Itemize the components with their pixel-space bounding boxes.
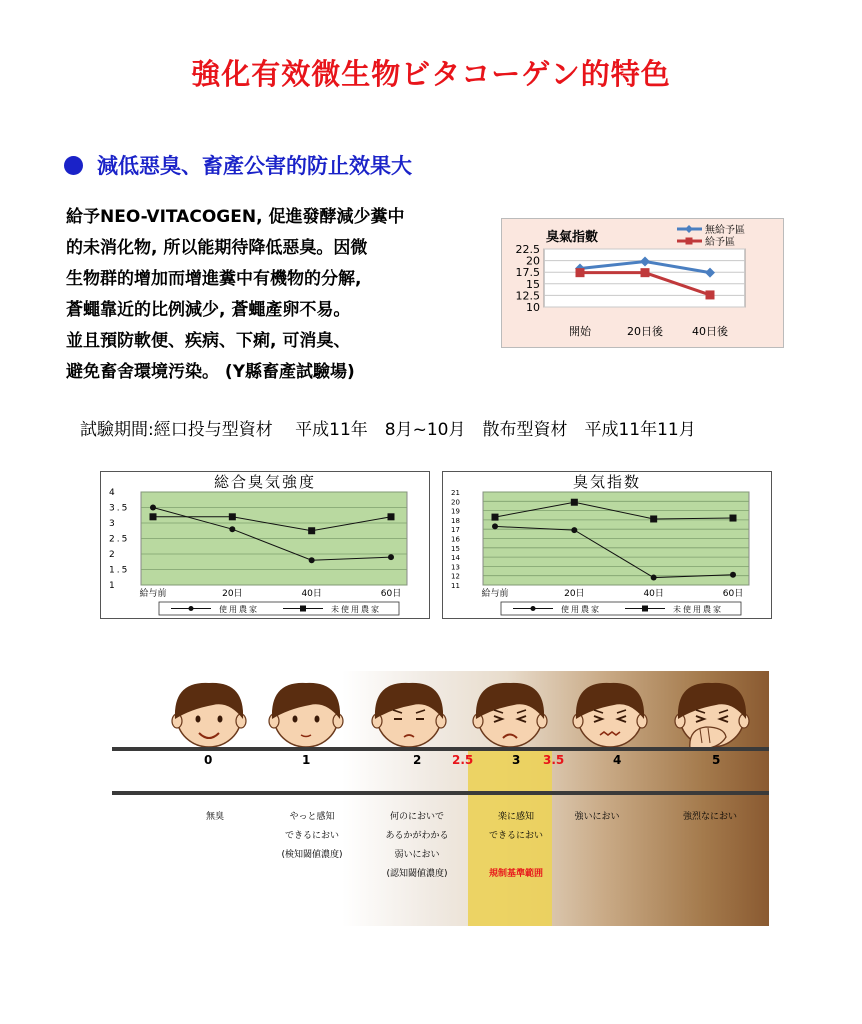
body-line: 生物群的增加而增進糞中有機物的分解, (66, 269, 362, 289)
data-point (150, 513, 157, 520)
chart-title: 総合臭気強度 (213, 473, 317, 491)
scale-description-4 (562, 808, 632, 827)
body-line: 避免畜舍環境汚染。 (Y縣畜產試驗場) (66, 362, 355, 382)
y-tick-label: 3 (109, 519, 117, 529)
x-tick-label: 開始 (569, 325, 591, 338)
y-tick-label: 15 (526, 277, 540, 291)
description-line: 強いにおい (574, 812, 620, 822)
body-line: 蒼蠅靠近的比例減少, 蒼蠅產卵不易。 (66, 300, 351, 320)
y-tick-label: 17 (451, 526, 460, 535)
data-point (651, 575, 657, 581)
y-tick-label: 13 (451, 563, 460, 572)
face-eye (293, 716, 298, 723)
legend-marker (300, 606, 306, 612)
description-line: 楽に感知 (497, 812, 534, 822)
scale-description-0 (192, 808, 238, 827)
odor-index-chart (502, 219, 783, 347)
y-tick-label: 1 (109, 581, 117, 591)
y-tick-label: 16 (451, 535, 460, 544)
y-tick-label: 15 (451, 544, 460, 553)
chart-title: 臭気指数 (572, 473, 642, 491)
odor-index-chart-box (501, 218, 784, 348)
odor-index-chart-frame (442, 471, 772, 619)
y-tick-label: 10 (526, 301, 540, 314)
face-eye (315, 716, 320, 723)
data-point (650, 515, 657, 522)
y-tick-label: 14 (451, 554, 460, 563)
scale-number: 4 (613, 753, 622, 767)
y-tick-label: 22.5 (515, 243, 540, 256)
scale-number: 5 (712, 753, 721, 767)
data-point (229, 513, 236, 520)
scale-number: 0 (204, 753, 213, 767)
body-line: 的未消化物, 所以能期待降低惡臭。因微 (66, 238, 368, 258)
description-line: できるにおい (488, 831, 543, 841)
legend-marker (686, 238, 693, 245)
data-point (641, 268, 650, 277)
data-point (308, 527, 315, 534)
x-tick-label: 給与前 (481, 589, 509, 599)
description-line: できるにおい (284, 831, 339, 841)
data-point (706, 290, 715, 299)
data-point (309, 557, 315, 563)
legend-label: 給予區 (705, 237, 735, 248)
y-tick-label: 1.5 (109, 565, 130, 576)
description-line: やっと感知 (289, 812, 335, 822)
scale-top-rule (112, 747, 769, 751)
face-icon-level-4 (568, 675, 652, 747)
x-tick-label: 20日後 (627, 325, 663, 338)
data-point (730, 572, 736, 578)
face-icon-level-0 (167, 675, 251, 747)
data-point (150, 505, 156, 511)
scale-number: 2 (413, 753, 422, 767)
face-eye (196, 716, 201, 723)
y-tick-label: 21 (451, 489, 460, 497)
face-icon-level-5 (670, 675, 754, 747)
scale-number: 3.5 (543, 753, 565, 767)
description-line: 無臭 (205, 812, 224, 822)
scale-number: 1 (302, 753, 311, 767)
legend-marker (531, 606, 536, 611)
data-point (571, 527, 577, 533)
bullet-dot-icon (64, 156, 83, 175)
description-line: あるかがわかる (385, 831, 449, 841)
scale-description-3 (474, 808, 558, 884)
face-icon-level-3 (468, 675, 552, 747)
y-tick-label: 4 (109, 488, 117, 498)
x-tick-label: 40日 (301, 589, 322, 599)
y-tick-label: 11 (451, 582, 460, 590)
y-tick-label: 18 (451, 516, 460, 525)
scale-description-1 (272, 808, 352, 865)
face-eye (218, 716, 223, 723)
x-tick-label: 60日 (380, 589, 402, 599)
y-tick-label: 12 (451, 572, 460, 581)
description-line: (検知閾値濃度) (281, 850, 343, 860)
page-title: 強化有效微生物ビタコーゲン的特色 (191, 57, 671, 91)
scale-description-2 (374, 808, 460, 884)
y-tick-label: 20 (451, 498, 460, 507)
data-point (576, 268, 585, 277)
body-line: 並且預防軟便、疾病、下痢, 可消臭、 (66, 331, 351, 351)
x-tick-label: 40日後 (692, 325, 728, 338)
description-line: 弱いにおい (394, 850, 440, 860)
data-point (388, 513, 395, 520)
description-line: (認知閾値濃度) (386, 869, 448, 879)
face-icon-level-1 (264, 675, 348, 747)
x-tick-label: 20日 (222, 589, 243, 599)
body-line: 給予NEO-VITACOGEN, 促進發酵減少糞中 (66, 207, 405, 227)
y-tick-label: 3.5 (109, 503, 130, 514)
y-tick-label: 2.5 (109, 534, 130, 545)
legend-marker (685, 225, 693, 233)
legend-label: 未使用農家 (331, 605, 381, 614)
regulation-label: 規制基準範囲 (488, 869, 543, 879)
x-tick-label: 40日 (643, 589, 664, 599)
legend-label: 使用農家 (561, 605, 601, 614)
y-tick-label: 2 (109, 550, 117, 560)
odor-index-chart-2 (443, 472, 771, 618)
scale-description-5 (668, 808, 752, 827)
legend-label: 無給予區 (705, 225, 745, 236)
legend-label: 未使用農家 (673, 605, 723, 614)
data-point (730, 515, 737, 522)
y-tick-label: 12.5 (515, 289, 540, 303)
data-point (388, 554, 394, 560)
section-heading: 減低惡臭、畜產公害的防止效果大 (97, 154, 412, 178)
scale-middle-rule (112, 791, 769, 795)
legend-label: 使用農家 (219, 605, 259, 614)
scale-number: 3 (512, 753, 521, 767)
data-point (492, 514, 499, 521)
y-tick-label: 20 (526, 254, 540, 268)
description-line: 強烈なにおい (682, 812, 737, 822)
scale-number: 2.5 (452, 753, 474, 767)
data-point (492, 523, 498, 529)
total-odor-intensity-chart-frame (100, 471, 430, 619)
x-tick-label: 20日 (564, 589, 585, 599)
chart-title: 臭氣指數 (546, 230, 599, 245)
y-tick-label: 17.5 (515, 266, 540, 280)
y-tick-label: 19 (451, 507, 460, 516)
x-tick-label: 60日 (722, 589, 744, 599)
section-heading-row (64, 150, 412, 180)
data-point (229, 526, 235, 532)
legend-marker (189, 606, 194, 611)
legend-marker (642, 606, 648, 612)
data-point (571, 499, 578, 506)
x-tick-label: 給与前 (139, 589, 167, 599)
total-odor-intensity-chart (101, 472, 429, 618)
test-period: 試驗期間:經口投与型資材 平成11年 8月~10月 散布型資材 平成11年11月 (80, 420, 696, 440)
description-line: 何のにおいで (389, 812, 444, 822)
odor-intensity-scale (112, 671, 769, 926)
face-icon-level-2 (367, 675, 451, 747)
body-paragraph (66, 202, 486, 388)
